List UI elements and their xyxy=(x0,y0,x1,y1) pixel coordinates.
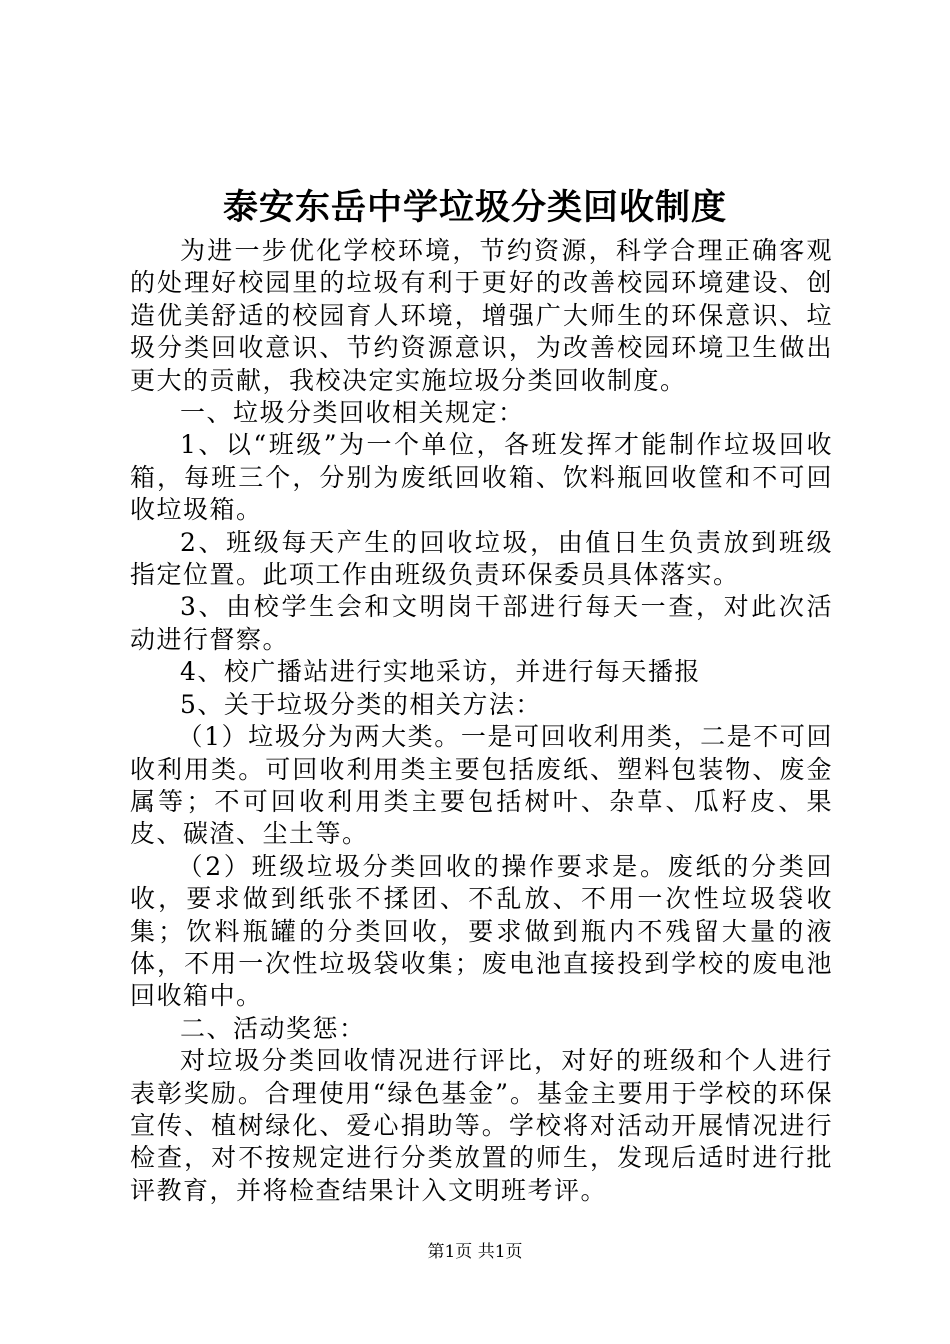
rewards-paragraph: 对垃圾分类回收情况进行评比，对好的班级和个人进行表彰奖励。合理使用“绿色基金”。基金主要用于学校的环保宣传、植树绿化、爱心捐助等。学校将对活动开展情况进行检查，对不按规定进行分类放置的师生，发现后适时进行批评教育，并将检查结果计入文明班考评。 xyxy=(130,1046,833,1205)
rule-item-4: 4、校广播站进行实地采访，并进行每天播报 xyxy=(180,657,701,687)
document-body xyxy=(130,235,833,1207)
rule-item-3: 3、由校学生会和文明岗干部进行每天一查，对此次活动进行督察。 xyxy=(130,592,833,654)
page-footer: 第1页 共1页 xyxy=(427,1242,523,1262)
document-title: 泰安东岳中学垃圾分类回收制度 xyxy=(222,187,727,228)
rule-item-1: 1、以“班级”为一个单位，各班发挥才能制作垃圾回收箱，每班三个，分别为废纸回收箱、饮料瓶回收筐和不可回收垃圾箱。 xyxy=(130,430,833,525)
section-heading-rules: 一、垃圾分类回收相关规定： xyxy=(180,398,525,428)
rule-item-2: 2、班级每天产生的回收垃圾，由值日生负责放到班级指定位置。此项工作由班级负责环保委员具体落实。 xyxy=(130,527,833,590)
method-item-2: （2）班级垃圾分类回收的操作要求是。废纸的分类回收，要求做到纸张不揉团、不乱放、不用一次性垃圾袋收集；饮料瓶罐的分类回收，要求做到瓶内不残留大量的液体，不用一次性垃圾袋收集；废电池直接投到学校的废电池回收箱中。 xyxy=(130,851,833,1011)
intro-paragraph: 为进一步优化学校环境，节约资源，科学合理正确客观的处理好校园里的垃圾有利于更好的改善校园环境建设、创造优美舒适的校园育人环境，增强广大师生的环保意识、垃圾分类回收意识、节约资源意识，为改善校园环境卫生做出更大的贡献，我校决定实施垃圾分类回收制度。 xyxy=(130,236,833,395)
method-item-1: （1）垃圾分为两大类。一是可回收利用类，二是不可回收利用类。可回收利用类主要包括废纸、塑料包装物、废金属等；不可回收利用类主要包括树叶、杂草、瓜籽皮、果皮、碳渣、尘土等。 xyxy=(130,722,833,849)
section-heading-rewards: 二、活动奖惩： xyxy=(180,1013,366,1043)
rule-item-5: 5、关于垃圾分类的相关方法： xyxy=(180,689,542,719)
